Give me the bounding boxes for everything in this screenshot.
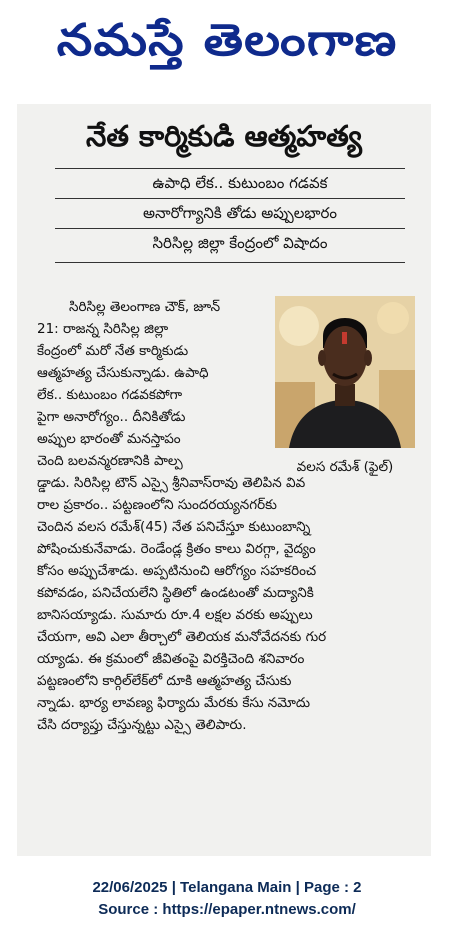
divider <box>55 198 405 199</box>
subheading-1: ఉపాధి లేక.. కుటుంబం గడవక <box>152 174 328 192</box>
article-body-line: చేయగా, అవి ఎలా తీర్చాలో తెలియక మనోవేదనకు గుర <box>37 629 327 645</box>
photo-caption: వలస రమేశ్ (ఫైల్) <box>296 459 394 475</box>
portrait-image <box>275 296 415 448</box>
article-body-line: అప్పుల భారంతో మనస్తాపం <box>37 431 181 447</box>
footer-publication-info: 22/06/2025 | Telangana Main | Page : 2 <box>92 879 362 896</box>
article-body-line: సిరిసిల్ల తెలంగాణ చౌక్, జూన్ <box>69 299 221 315</box>
article-body-line: య్యాడు. ఈ క్రమంలో జీవితంపై విరక్తిచెంది శనివారం <box>37 651 305 667</box>
article-body-line: పట్టణంలోని కార్గిల్‌లేక్‌లో దూకి ఆత్మహత్య చేసుకు <box>37 673 292 689</box>
divider <box>55 168 405 169</box>
subheading-3: సిరిసిల్ల జిల్లా కేంద్రంలో విషాదం <box>152 234 328 252</box>
article-body-line: బానిసయ్యాడు. సుమారు రూ.4 లక్షల వరకు అప్పులు <box>37 607 313 623</box>
article-clipping <box>17 104 431 856</box>
footer-source-link[interactable]: Source : https://epaper.ntnews.com/ <box>98 901 356 918</box>
article-body-line: న్నాడు. భార్య లావణ్య ఫిర్యాదు మేరకు కేసు నమోదు <box>37 695 311 711</box>
portrait-photo <box>275 296 415 448</box>
article-body-line: చేసి దర్యాప్తు చేస్తున్నట్టు ఎస్సై తెలిపారు. <box>37 717 247 733</box>
article-headline: నేత కార్మికుడి ఆత్మహత్య <box>86 119 362 153</box>
article-body-line: కోసం అప్పుచేశాడు. అప్పటినుంచి ఆరోగ్యం సహకరించ <box>37 563 317 579</box>
divider <box>55 228 405 229</box>
article-body-line: చెందిన వలస రమేశ్(45) నేత పనిచేస్తూ కుటుంబాన్ని <box>37 519 311 535</box>
masthead <box>8 6 446 86</box>
article-body-line: ఆత్మహత్య చేసుకున్నాడు. ఉపాధి <box>37 365 209 381</box>
divider <box>55 262 405 263</box>
article-body-line: కేంద్రంలో మరో నేత కార్మికుడు <box>37 343 189 359</box>
article-body-line: చెంది బలవన్మరణానికి పాల్ప <box>37 453 183 469</box>
article-body-line: రాల ప్రకారం.. పట్టణంలోని సుందరయ్యనగర్‌కు <box>37 497 277 513</box>
article-body-line: లేక.. కుటుంబం గడవకపోగా <box>37 387 183 403</box>
article-body-line: కపోవడం, పనిచేయలేని స్థితిలో ఉండటంతో మద్యానికి <box>37 585 314 601</box>
article-body-line: పోషించుకునేవాడు. రెండేండ్ల క్రితం కాలు విరగ్గా, వైద్యం <box>37 541 316 557</box>
article-body-line: పైగా అనారోగ్యం.. దీనికితోడు <box>37 409 186 425</box>
article-body-line: 21: రాజన్న సిరిసిల్ల జిల్లా <box>37 321 169 337</box>
subheading-2: అనారోగ్యానికి తోడు అప్పులభారం <box>143 204 337 222</box>
masthead-title: నమస్తే తెలంగాణ <box>56 15 398 66</box>
article-body-line: డ్డాడు. సిరిసిల్ల టౌన్ ఎస్సై శ్రీనివాస్‌రావు తెలిపిన వివ <box>37 475 306 491</box>
